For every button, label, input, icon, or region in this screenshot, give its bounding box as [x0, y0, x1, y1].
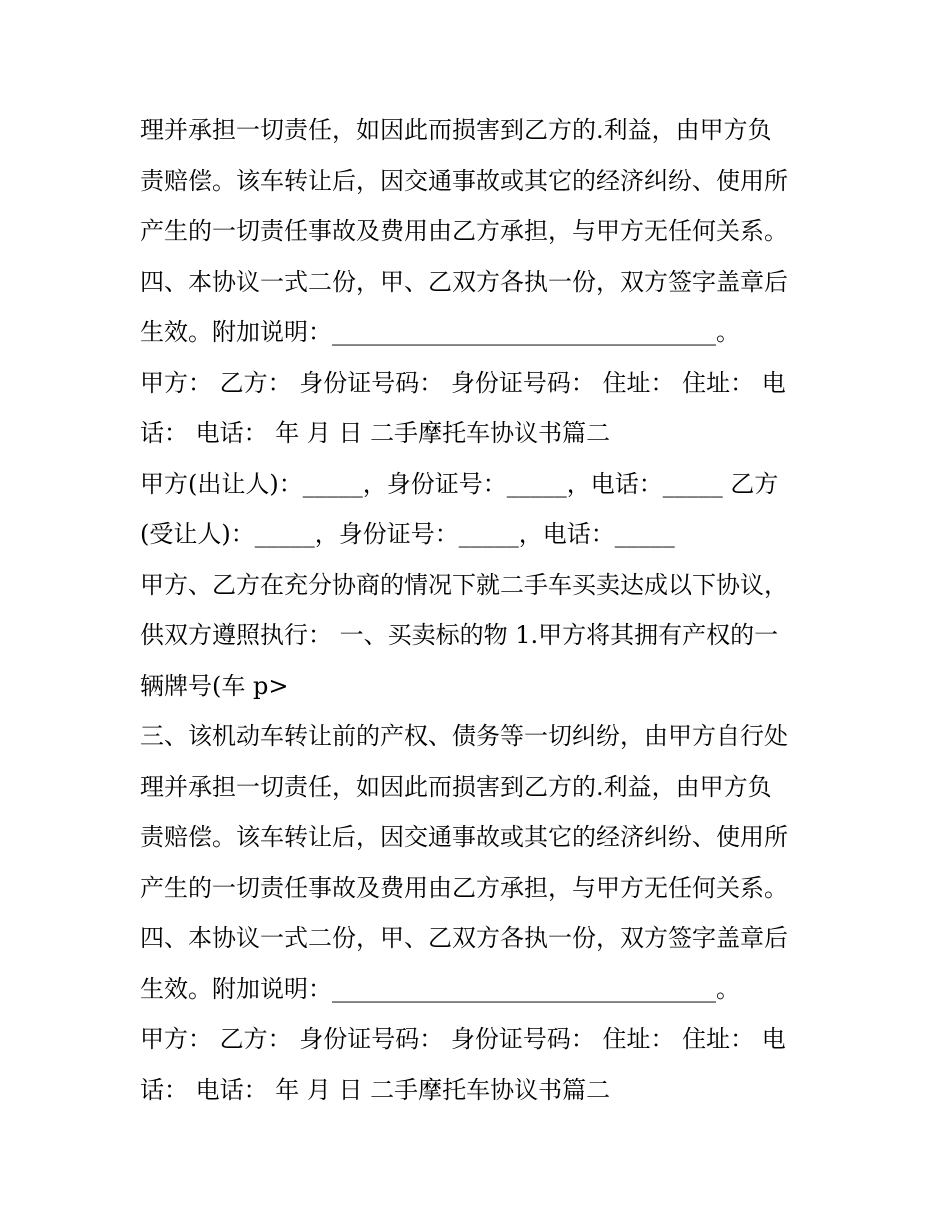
text-line: 四、本协议一式二份，甲、乙双方各执一份，双方签字盖章后 [140, 924, 788, 952]
text-line: 理并承担一切责任，如因此而损害到乙方的.利益，由甲方负 [140, 773, 772, 801]
text-line: 供双方遵照执行： 一、买卖标的物 1.甲方将其拥有产权的一 [140, 621, 779, 649]
text-line: 生效。附加说明：________________________________。 [140, 318, 740, 346]
text-line: 辆牌号(车 p> [140, 672, 289, 700]
text-line: 甲方、乙方在充分协商的情况下就二手车买卖达成以下协议， [140, 571, 788, 599]
text-line: 话： 电话： 年 月 日 二手摩托车协议书篇二 [140, 419, 611, 447]
text-line: 甲方(出让人)：_____，身份证号：_____，电话：_____ 乙方 [140, 470, 779, 498]
text-line: 产生的一切责任事故及费用由乙方承担，与甲方无任何关系。 [140, 217, 788, 245]
text-line: 话： 电话： 年 月 日 二手摩托车协议书篇二 [140, 1076, 611, 1104]
text-line: 三、该机动车转让前的产权、债务等一切纠纷，由甲方自行处 [140, 722, 788, 750]
text-line: 产生的一切责任事故及费用由乙方承担，与甲方无任何关系。 [140, 874, 788, 902]
text-line: 生效。附加说明：________________________________。 [140, 975, 740, 1003]
text-line: 甲方： 乙方： 身份证号码： 身份证号码： 住址： 住址： 电 [140, 369, 786, 397]
text-line: 责赔偿。该车转让后，因交通事故或其它的经济纠纷、使用所 [140, 823, 788, 851]
text-line: 甲方： 乙方： 身份证号码： 身份证号码： 住址： 住址： 电 [140, 1025, 786, 1053]
text-line: 四、本协议一式二份，甲、乙双方各执一份，双方签字盖章后 [140, 268, 788, 296]
text-line: (受让人)：_____，身份证号：_____，电话：_____ [140, 520, 675, 548]
text-line: 责赔偿。该车转让后，因交通事故或其它的经济纠纷、使用所 [140, 167, 788, 195]
text-line: 理并承担一切责任，如因此而损害到乙方的.利益，由甲方负 [140, 116, 772, 144]
